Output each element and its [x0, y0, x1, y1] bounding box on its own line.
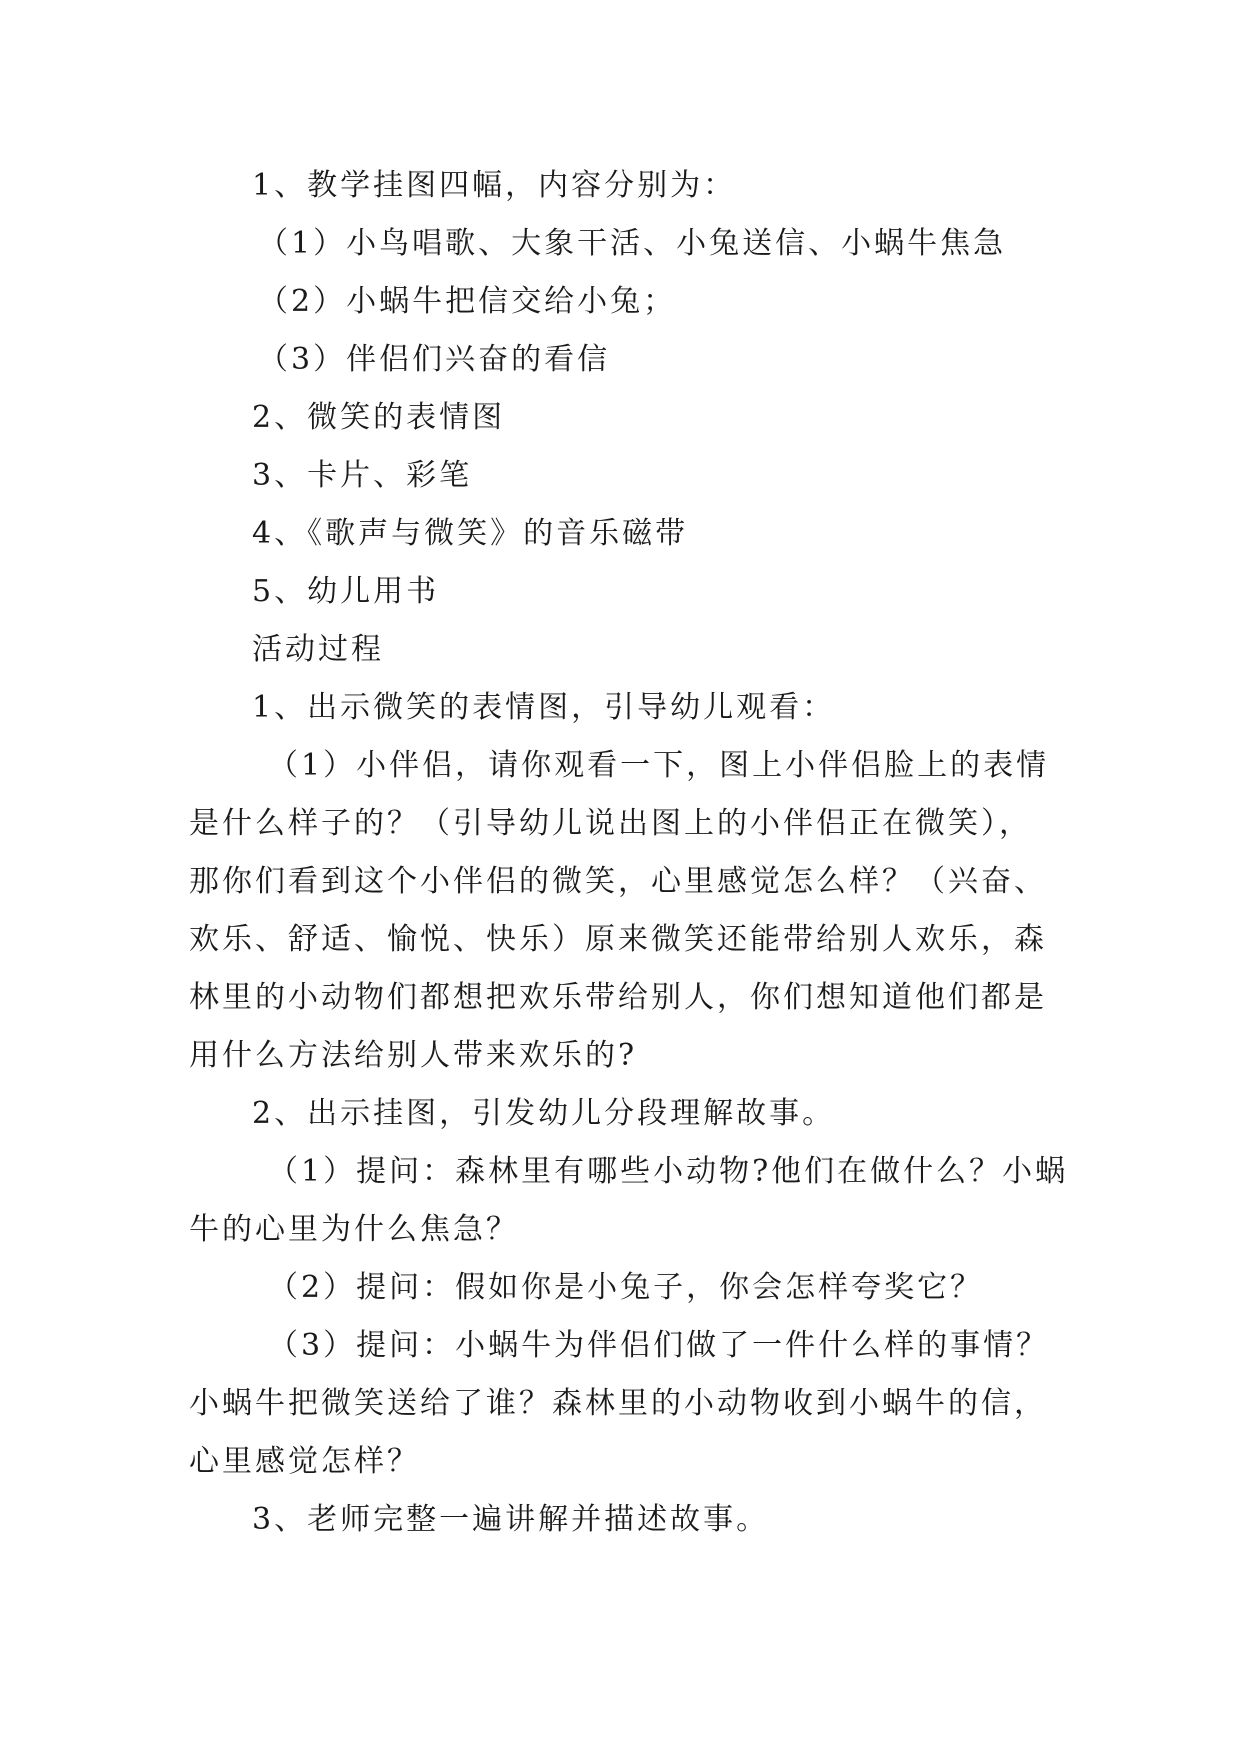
text-line: 是什么样子的？（引导幼儿说出图上的小伴侣正在微笑）， [189, 806, 1032, 841]
text-line: 林里的小动物们都想把欢乐带给别人，你们想知道他们都是 [189, 980, 1047, 1015]
text-line: （1）提问：森林里有哪些小动物?他们在做什么？小蜗 [268, 1154, 1069, 1189]
text-line: 牛的心里为什么焦急？ [189, 1212, 519, 1247]
text-line: 用什么方法给别人带来欢乐的? [189, 1038, 638, 1073]
text-line: （1）小鸟唱歌、大象干活、小兔送信、小蜗牛焦急 [258, 226, 1007, 261]
text-line: 1、出示微笑的表情图，引导幼儿观看： [252, 690, 836, 725]
text-line: 心里感觉怎样？ [189, 1444, 420, 1479]
text-line: （1）小伴侣，请你观看一下，图上小伴侣脸上的表情 [268, 748, 1050, 783]
text-line: （3）伴侣们兴奋的看信 [258, 342, 611, 377]
text-line: 2、微笑的表情图 [252, 400, 506, 435]
text-line: （2）小蜗牛把信交给小兔； [258, 284, 677, 319]
text-line: 4、《歌声与微笑》的音乐磁带 [252, 516, 689, 551]
text-line: 3、老师完整一遍讲解并描述故事。 [252, 1502, 770, 1537]
text-line: 2、出示挂图，引发幼儿分段理解故事。 [252, 1096, 836, 1131]
text-line: 欢乐、舒适、愉悦、快乐）原来微笑还能带给别人欢乐，森 [189, 922, 1047, 957]
section-heading: 活动过程 [252, 632, 384, 667]
text-line: 3、卡片、彩笔 [252, 458, 473, 493]
text-line: 1、教学挂图四幅，内容分别为： [252, 168, 737, 203]
text-line: 那你们看到这个小伴侣的微笑，心里感觉怎么样？（兴奋、 [189, 864, 1047, 899]
text-line: 小蜗牛把微笑送给了谁？森林里的小动物收到小蜗牛的信， [189, 1386, 1047, 1421]
text-line: 5、幼儿用书 [252, 574, 440, 609]
text-line: （3）提问：小蜗牛为伴侣们做了一件什么样的事情？ [268, 1328, 1050, 1363]
text-line: （2）提问：假如你是小兔子，你会怎样夸奖它？ [268, 1270, 984, 1305]
